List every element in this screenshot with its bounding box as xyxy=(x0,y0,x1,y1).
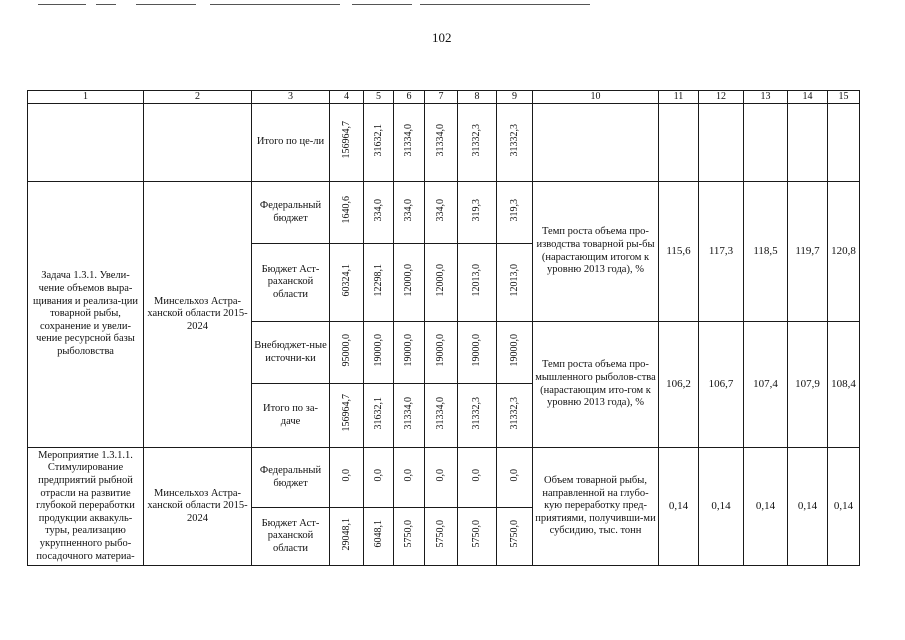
header-cell: 15 xyxy=(828,91,860,104)
measure-name: Мероприятие 1.3.1.1. Стимулирование предприятий рыбной отрасли на развитие глубокой переработки продукции аквакуль-туры, реализацию укрупненного рыбо-посадочного материа- xyxy=(28,448,144,566)
header-cell: 5 xyxy=(364,91,394,104)
empty-cell xyxy=(533,104,659,182)
funding-source: Бюджет Аст-раханской области xyxy=(252,508,330,566)
funding-source: Федеральный бюджет xyxy=(252,182,330,244)
amount-cell: 12000,0 xyxy=(425,244,458,322)
header-cell: 11 xyxy=(659,91,699,104)
indicator-value: 119,7 xyxy=(788,182,828,322)
indicator-value: 107,9 xyxy=(788,322,828,448)
funding-source: Внебюджет-ные источни-ки xyxy=(252,322,330,384)
measure-executor: Минсельхоз Астра-ханской области 2015-2024 xyxy=(144,448,252,566)
indicator-value: 108,4 xyxy=(828,322,860,448)
header-cell: 1 xyxy=(28,91,144,104)
amount-cell: 95000,0 xyxy=(330,322,364,384)
program-table xyxy=(27,90,860,566)
amount-cell: 0,0 xyxy=(497,448,533,508)
amount-cell: 334,0 xyxy=(394,182,425,244)
amount-cell: 31632,1 xyxy=(364,384,394,448)
header-cell: 13 xyxy=(744,91,788,104)
amount-cell: 60324,1 xyxy=(330,244,364,322)
measure-row-federal xyxy=(28,448,860,508)
amount-cell: 19000,0 xyxy=(394,322,425,384)
header-cell: 14 xyxy=(788,91,828,104)
amount-cell: 19000,0 xyxy=(497,322,533,384)
indicator-value: 120,8 xyxy=(828,182,860,322)
header-cell: 8 xyxy=(458,91,497,104)
amount-cell: 6048,1 xyxy=(364,508,394,566)
amount-cell: 5750,0 xyxy=(458,508,497,566)
amount-cell: 31334,0 xyxy=(394,384,425,448)
amount-cell: 334,0 xyxy=(364,182,394,244)
amount-cell: 0,0 xyxy=(425,448,458,508)
amount-cell: 0,0 xyxy=(458,448,497,508)
empty-cell xyxy=(744,104,788,182)
empty-cell xyxy=(144,104,252,182)
indicator-value: 0,14 xyxy=(744,448,788,566)
header-cell: 7 xyxy=(425,91,458,104)
indicator-value: 0,14 xyxy=(659,448,699,566)
amount-cell: 334,0 xyxy=(425,182,458,244)
amount-cell: 19000,0 xyxy=(425,322,458,384)
funding-source: Бюджет Аст-раханской области xyxy=(252,244,330,322)
amount-cell: 5750,0 xyxy=(425,508,458,566)
amount-cell: 5750,0 xyxy=(497,508,533,566)
indicator-value: 107,4 xyxy=(744,322,788,448)
task-row-federal xyxy=(28,182,860,244)
indicator-value: 117,3 xyxy=(699,182,744,322)
indicator-value: 0,14 xyxy=(699,448,744,566)
header-cell: 12 xyxy=(699,91,744,104)
indicator-value: 118,5 xyxy=(744,182,788,322)
amount-cell: 29048,1 xyxy=(330,508,364,566)
funding-source: Итого по за-даче xyxy=(252,384,330,448)
funding-source: Итого по це-ли xyxy=(252,104,330,182)
amount-cell: 12000,0 xyxy=(394,244,425,322)
amount-cell: 31332,3 xyxy=(497,384,533,448)
amount-cell: 31334,0 xyxy=(425,104,458,182)
amount-cell: 31334,0 xyxy=(425,384,458,448)
amount-cell: 12013,0 xyxy=(458,244,497,322)
amount-cell: 31334,0 xyxy=(394,104,425,182)
indicator-value: 0,14 xyxy=(828,448,860,566)
amount-cell: 31332,3 xyxy=(497,104,533,182)
amount-cell: 31332,3 xyxy=(458,384,497,448)
indicator-value: 115,6 xyxy=(659,182,699,322)
indicator-value: 106,7 xyxy=(699,322,744,448)
amount-cell: 12013,0 xyxy=(497,244,533,322)
empty-cell xyxy=(699,104,744,182)
goal-total-row xyxy=(28,104,860,182)
indicator-name: Темп роста объема про-изводства товарной ры-бы (нарастающим итогом к уровню 2013 года), % xyxy=(533,182,659,322)
amount-cell: 19000,0 xyxy=(458,322,497,384)
amount-cell: 31332,3 xyxy=(458,104,497,182)
amount-cell: 19000,0 xyxy=(364,322,394,384)
empty-cell xyxy=(659,104,699,182)
amount-cell: 31632,1 xyxy=(364,104,394,182)
task-name: Задача 1.3.1. Увели-чение объемов выра-щивания и реализа-ции товарной рыбы, сохранение и увели-чение ресурсной базы рыболовства xyxy=(28,182,144,448)
empty-cell xyxy=(28,104,144,182)
header-cell: 2 xyxy=(144,91,252,104)
indicator-value: 0,14 xyxy=(788,448,828,566)
empty-cell xyxy=(788,104,828,182)
header-cell: 3 xyxy=(252,91,330,104)
indicator-name: Темп роста объема про-мышленного рыболов-ства (нарастающим ито-гом к уровню 2013 года), % xyxy=(533,322,659,448)
amount-cell: 0,0 xyxy=(364,448,394,508)
amount-cell: 156964,7 xyxy=(330,104,364,182)
header-cell: 6 xyxy=(394,91,425,104)
amount-cell: 0,0 xyxy=(330,448,364,508)
amount-cell: 0,0 xyxy=(394,448,425,508)
amount-cell: 319,3 xyxy=(458,182,497,244)
amount-cell: 12298,1 xyxy=(364,244,394,322)
empty-cell xyxy=(828,104,860,182)
funding-source: Федеральный бюджет xyxy=(252,448,330,508)
task-executor: Минсельхоз Астра-ханской области 2015-2024 xyxy=(144,182,252,448)
header-cell: 9 xyxy=(497,91,533,104)
header-cell: 4 xyxy=(330,91,364,104)
indicator-value: 106,2 xyxy=(659,322,699,448)
indicator-name: Объем товарной рыбы, направленной на глубо-кую переработку пред-приятиями, получивши-ми субсидию, тыс. тонн xyxy=(533,448,659,566)
amount-cell: 156964,7 xyxy=(330,384,364,448)
amount-cell: 1640,6 xyxy=(330,182,364,244)
amount-cell: 5750,0 xyxy=(394,508,425,566)
amount-cell: 319,3 xyxy=(497,182,533,244)
header-cell: 10 xyxy=(533,91,659,104)
page-number: 102 xyxy=(432,30,452,45)
header-row xyxy=(28,91,860,104)
